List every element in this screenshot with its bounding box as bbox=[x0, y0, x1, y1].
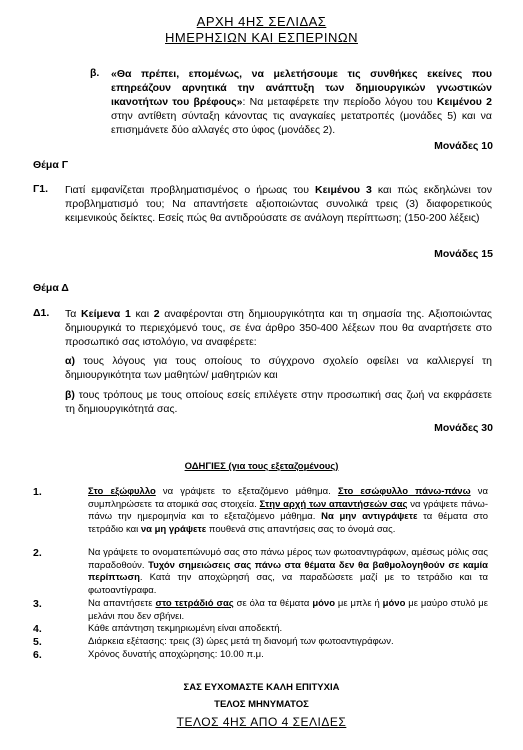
d1-item-b: β) τους τρόπους με τους οποίους εσείς επιλέγετε στην προσωπική σας ζωή να εκφράσετε τη δημιουργικότητά σας. bbox=[65, 389, 492, 415]
closing-end-message: ΤΕΛΟΣ ΜΗΝΥΜΑΤΟΣ bbox=[214, 699, 309, 710]
instruction-5: Διάρκεια εξέτασης: τρεις (3) ώρες μετά τη διανομή των φωτοαντιγράφων. bbox=[88, 636, 394, 647]
instruction-5-number: 5. bbox=[33, 636, 42, 648]
instruction-4: Κάθε απάντηση τεκμηριωμένη είναι αποδεκτή. bbox=[88, 623, 283, 634]
beta-quote: «Θα πρέπει, επομένως, να μελετήσουμε τις συνθήκες εκείνες που επηρεάζουν αρνητικά την ανάπτυξη των δημιουργικών γνωστικών ικανοτήτων του βρέφους» bbox=[111, 68, 492, 108]
instruction-6: Χρόνος δυνατής αποχώρησης: 10.00 π.μ. bbox=[88, 649, 264, 660]
d1-item-a: α) τους λόγους για τους οποίους το σύγχρονο σχολείο οφείλει να καλλιεργεί τη δημιουργικότητα των μαθητών/ μαθητριών και bbox=[65, 355, 492, 381]
g1-label: Γ1. bbox=[33, 183, 49, 195]
d1-units: Μονάδες 30 bbox=[434, 422, 493, 434]
page-footer: ΤΕΛΟΣ 4ΗΣ ΑΠΟ 4 ΣΕΛΙΔΕΣ bbox=[176, 715, 347, 729]
instruction-2-number: 2. bbox=[33, 547, 42, 559]
beta-label: β. bbox=[90, 67, 100, 79]
instruction-3: Να απαντήσετε στο τετράδιό σας σε όλα τα θέματα μόνο με μπλε ή μόνο με μαύρο στυλό με μελάνι που δεν σβήνει. bbox=[88, 598, 488, 622]
instruction-3-number: 3. bbox=[33, 598, 42, 610]
closing-wish: ΣΑΣ ΕΥΧΟΜΑΣΤΕ ΚΑΛΗ ΕΠΙΤΥΧΙΑ bbox=[183, 682, 340, 693]
theme-d-title: Θέμα Δ bbox=[33, 282, 69, 294]
page-header-line1: ΑΡΧΗ 4ΗΣ ΣΕΛΙΔΑΣ bbox=[196, 14, 327, 29]
theme-g-title: Θέμα Γ bbox=[33, 159, 69, 171]
d1-question: Τα Κείμενα 1 και 2 αναφέρονται στη δημιουργικότητα και τη σημασία της. Αξιοποιώντας δημιουργικά το περιεχόμενό τους, σε ένα άρθρο 350-400 λέξεων που θα αναρτήσετε στο προσωπικό σας ιστολόγιο, να αναφέρετε: bbox=[65, 308, 492, 348]
g1-units: Μονάδες 15 bbox=[434, 248, 493, 260]
instruction-2: Να γράψετε το ονοματεπώνυμό σας στο πάνω μέρος των φωτοαντιγράφων, αμέσως μόλις σας παραδοθούν. Τυχόν σημειώσεις σας πάνω στα θέματα δεν θα βαθμολογηθούν σε καμία περίπτωση. Κατά την αποχώρησή σας, να παραδώσετε μαζί με το τετράδιο και τα φωτοαντίγραφα. bbox=[88, 547, 489, 596]
instruction-1-number: 1. bbox=[33, 486, 42, 498]
d1-label: Δ1. bbox=[33, 307, 50, 319]
g1-question: Γιατί εμφανίζεται προβληματισμένος ο ήρωας του Κειμένου 3 και πώς εκδηλώνει τον προβληματισμό του; Να απαντήσετε αξιοποιώντας συνολικά τρεις (3) διαφορετικούς κειμενικούς δείκτες. Εσείς πώς θα αντιδρούσατε σε ανάλογη περίπτωση; (150-200 λέξεις) bbox=[65, 184, 492, 224]
instruction-1: Στο εξώφυλλο να γράψετε το εξεταζόμενο μάθημα. Στο εσώφυλλο πάνω-πάνω να συμπληρώσετε τα ατομικά σας στοιχεία. Στην αρχή των απαντήσεών σας να γράψετε πάνω-πάνω την ημερομηνία και το εξεταζόμενο μάθημα. Να μην αντιγράψετε τα θέματα στο τετράδιο και να μη γράψετε πουθενά στις απαντήσεις σας το όνομά σας. bbox=[88, 486, 489, 535]
beta-question: «Θα πρέπει, επομένως, να μελετήσουμε τις συνθήκες εκείνες που επηρεάζουν αρνητικά την ανάπτυξη των δημιουργικών γνωστικών ικανοτήτων του βρέφους»: Να μεταφέρετε την περίοδο λόγου του Κειμένου 2 στην αντίθετη σύνταξη κάνοντας τις αναγκαίες μετατροπές (μονάδες 5) και να επισημάνετε δύο αλλαγές στο ύφος (μονάδες 2). bbox=[111, 68, 492, 136]
page-header-line2: ΗΜΕΡΗΣΙΩΝ ΚΑΙ ΕΣΠΕΡΙΝΩΝ bbox=[165, 30, 358, 45]
beta-units: Μονάδες 10 bbox=[434, 140, 493, 152]
instruction-6-number: 6. bbox=[33, 649, 42, 661]
instruction-4-number: 4. bbox=[33, 623, 42, 635]
instructions-title: ΟΔΗΓΙΕΣ (για τους εξεταζομένους) bbox=[184, 461, 339, 472]
